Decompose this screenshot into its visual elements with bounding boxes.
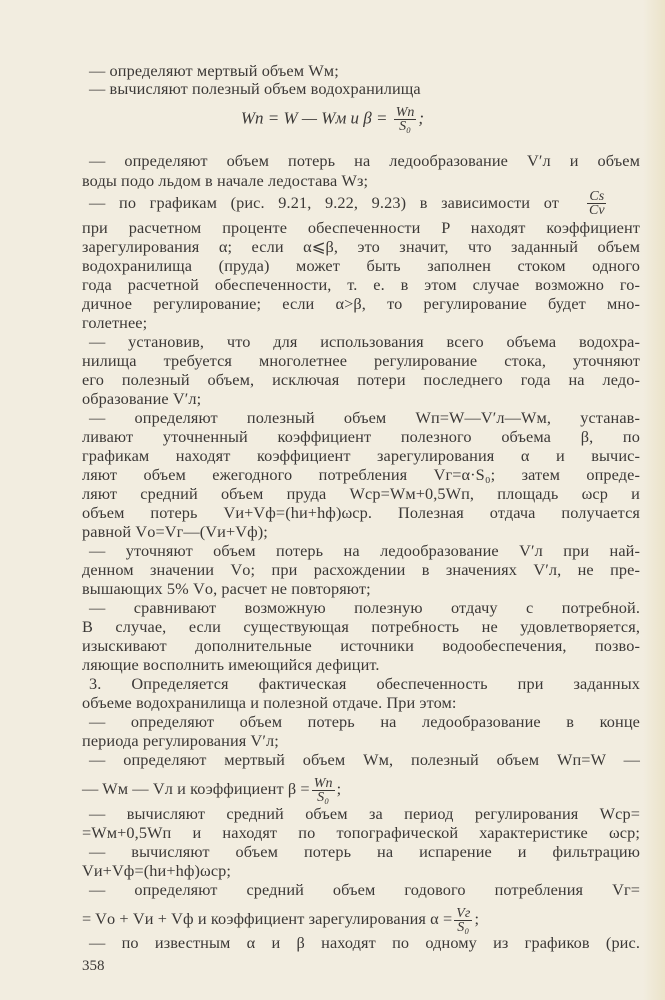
text-line: равной Vо=Vг—(Vи+Vф);	[82, 522, 268, 541]
denominator: S₀	[399, 119, 412, 134]
formula-end: ;	[418, 108, 425, 128]
text-line: образование V′л;	[82, 389, 202, 408]
text-line: — вычисляют полезный объем водохранилища	[89, 79, 421, 98]
fraction	[394, 106, 417, 133]
text-line: ляют средний объем пруда Wср=Wм+0,5Wп, площадь ωср и	[82, 484, 640, 503]
fraction-cs-cv	[587, 190, 607, 217]
punctuation: ;	[474, 909, 480, 929]
fraction-beta	[312, 777, 335, 804]
text-line: — определяют мертвый объем Wм, полезный объем Wп=W —	[89, 750, 640, 769]
text-line: объеме водохранилища и полезной отдаче. При этом:	[82, 693, 457, 712]
text-line: — сравнивают возможную полезную отдачу с потребной.	[89, 598, 640, 617]
text-line: денном значении Vо; при расхождении в значениях V′л, не пре-	[82, 560, 640, 579]
numerator: Wп	[395, 105, 415, 120]
numerator: Wп	[313, 776, 333, 791]
text-line: — определяют средний объем годового потребления Vг=	[89, 880, 640, 899]
denominator: S₀	[457, 920, 470, 935]
text-line: ляющие восполнить имеющийся дефицит.	[82, 655, 380, 674]
text-line: водохранилища (пруда) может быть заполнен стоком одного	[82, 256, 640, 275]
punctuation: ;	[336, 779, 342, 799]
text-line: при расчетном проценте обеспеченности P находят коэффициент	[82, 218, 640, 237]
numerator: Vг	[456, 906, 471, 921]
fraction-alpha	[454, 907, 472, 934]
text-line: — вычисляют средний объем за период регулирования Wср=	[89, 804, 640, 823]
text-line: его полезный объем, исключая потери последнего года на ледо-	[82, 370, 640, 389]
text-line: — вычисляют объем потерь на испарение и фильтрацию	[89, 842, 640, 861]
text-line: периода регулирования V′л;	[82, 731, 279, 750]
text-line: графикам находят коэффициент зарегулирования α и вычис-	[82, 446, 640, 465]
text-line: — определяют объем потерь на ледообразование V′л и объем	[89, 151, 640, 170]
text-line: =Wм+0,5Wп и находят по топографической характеристике ωср;	[82, 823, 640, 842]
text-line	[82, 776, 640, 805]
text-line: нилища требуется многолетнее регулирование стока, уточняют	[82, 351, 640, 370]
text-line: ляют объем ежегодного потребления Vг=α·S₀; затем опреде-	[82, 465, 640, 484]
page-edge-shadow	[643, 0, 665, 1000]
numerator: Cs	[589, 189, 605, 204]
text-line-content: — по графикам (рис. 9.21, 9.22, 9.23) в зависимости от	[89, 193, 559, 212]
text-line	[89, 193, 569, 212]
text-line: — определяют объем потерь на ледообразование в конце	[89, 712, 640, 731]
text-line: вышающих 5% Vо, расчет не повторяют;	[82, 579, 371, 598]
denominator: Cv	[589, 203, 605, 218]
text-line: 3. Определяется фактическая обеспеченность при заданных	[89, 674, 640, 693]
text-line: В случае, если существующая потребность не удовлетворяется,	[82, 617, 640, 636]
formula-left: Wп = W — Wм и β =	[240, 108, 388, 128]
text-line: — определяют полезный объем Wп=W—V′л—Wм, устанав-	[89, 408, 640, 427]
text-line: голетнее;	[82, 313, 148, 332]
formula-useful-volume	[0, 106, 665, 133]
text-line: — по известным α и β находят по одному из графиков (рис.	[89, 933, 640, 952]
text-line: года расчетной обеспеченности, т. е. в этом случае возможно го-	[82, 275, 640, 294]
text-line: объем потерь Vи+Vф=(hи+hф)ωср. Полезная отдача получается	[82, 503, 640, 522]
text-line: Vи+Vф=(hи+hф)ωср;	[82, 861, 232, 880]
text-line: ливают уточненный коэффициент полезного объема β, по	[82, 427, 640, 446]
text-line-content: = Vо + Vи + Vф и коэффициент зарегулирования α =	[82, 909, 453, 929]
text-line: — установив, что для использования всего объема водохра-	[89, 332, 640, 351]
text-line: зарегулирования α; если α⩽β, это значит, что заданный объем	[82, 237, 640, 256]
text-line: — уточняют объем потерь на ледообразование V′л при най-	[89, 541, 640, 560]
text-line: дичное регулирование; если α>β, то регулирование будет мно-	[82, 294, 640, 313]
text-line-content: — Wм — Vл и коэффициент β =	[82, 779, 310, 799]
text-line: воды подо льдом в начале ледостава Wз;	[82, 171, 369, 190]
text-line	[82, 906, 640, 935]
page-number: 358	[82, 958, 105, 974]
text-line: — определяют мертвый объем Wм;	[89, 61, 339, 80]
text-line: изыскивают дополнительные источники водообеспечения, позво-	[82, 636, 640, 655]
denominator: S₀	[317, 790, 330, 805]
